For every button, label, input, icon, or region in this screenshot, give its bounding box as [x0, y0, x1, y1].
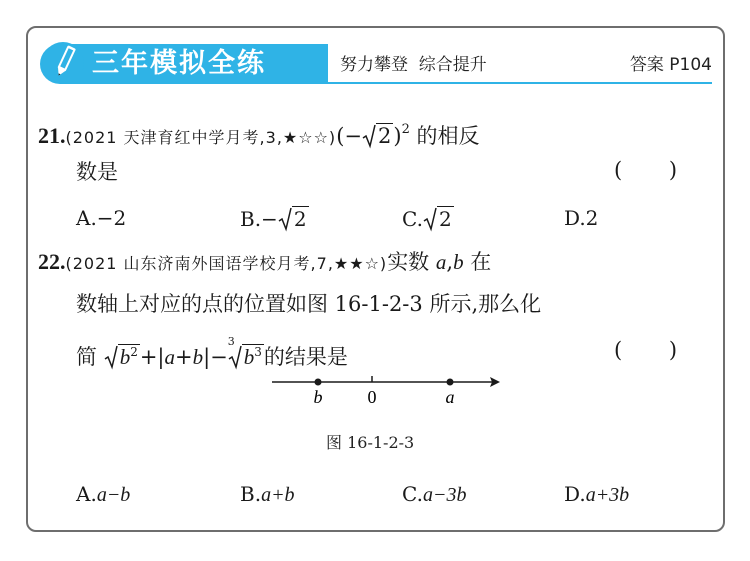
answer-reference: 答案 P104	[629, 55, 712, 75]
q22-option-c[interactable]	[402, 482, 466, 507]
pencil-badge	[42, 42, 84, 84]
label-a: a	[445, 387, 455, 407]
q22-expr-abs-close: |−	[203, 345, 228, 369]
radical-sign	[278, 206, 292, 232]
q21-paren-close: )	[393, 124, 402, 148]
q21-stem-end: 的相反	[409, 124, 480, 148]
q22-root-index: 3	[227, 335, 235, 348]
q22-expr-b2: b	[192, 345, 204, 369]
radical-sign	[423, 206, 437, 232]
q22-expr-cube: 3	[254, 345, 262, 359]
q21-option-d[interactable]: D.2	[564, 206, 599, 230]
q22-option-a-label: A.	[76, 482, 97, 506]
q22-number: 22.	[38, 249, 66, 274]
q22-expr-a: a	[164, 345, 175, 369]
q22-var-b: b	[453, 250, 464, 274]
q21-source: (2021 天津育红中学月考,3,★☆☆)	[65, 128, 337, 147]
q21-option-c-radicand: 2	[438, 207, 452, 231]
q22-sqrt-b2	[104, 338, 140, 371]
section-header	[40, 44, 712, 84]
q22-option-a-expr: a−b	[96, 484, 131, 506]
q21-option-c-label: C.	[402, 207, 423, 231]
page-title: 三年模拟全练	[92, 48, 266, 79]
point-b	[315, 379, 322, 386]
q22-option-c-expr: a−3b	[422, 484, 467, 506]
q22-var-a: a	[435, 250, 447, 274]
q22-option-a[interactable]	[76, 482, 130, 507]
q22-line2: 数轴上对应的点的位置如图 16-1-2-3 所示,那么化	[76, 292, 542, 316]
q22-source: (2021 山东济南外国语学校月考,7,★★☆)	[65, 254, 388, 273]
q22-comma: ,	[446, 250, 454, 274]
exercise-card	[26, 26, 725, 532]
q22-option-c-label: C.	[402, 482, 423, 506]
q22-option-b[interactable]	[240, 482, 295, 507]
q22-stem-end: 在	[463, 250, 492, 274]
q21-line2: 数是	[76, 160, 118, 184]
q21-answer-blank[interactable]: ( )	[614, 158, 678, 182]
q22-expr-plus-abs: +|	[139, 345, 165, 369]
q21-option-b[interactable]	[240, 206, 309, 232]
q22-line3-end: 的结果是	[263, 345, 348, 369]
q22-cbrt-b3	[227, 335, 264, 371]
q22-option-d-expr: a+3b	[585, 484, 630, 506]
q21-number: 21.	[38, 123, 66, 148]
q21-sqrt	[362, 122, 393, 150]
pencil-icon	[50, 44, 80, 80]
q21-option-b-label: B.−	[240, 207, 278, 231]
section-subtitle: 努力攀登 综合提升	[340, 55, 487, 75]
label-origin: 0	[367, 387, 377, 407]
q22-option-d[interactable]	[564, 482, 629, 507]
radical-sign	[362, 123, 376, 149]
q22-expr-square: 2	[130, 345, 138, 359]
q22-stem-text: 实数	[387, 250, 436, 274]
q22-option-b-label: B.	[240, 482, 262, 506]
q21-option-b-radicand: 2	[293, 207, 307, 231]
q21-line1	[38, 116, 480, 152]
q22-line3-start: 简	[76, 345, 104, 369]
point-a	[447, 379, 454, 386]
q22-line1	[38, 248, 491, 278]
q21-option-c-sqrt	[423, 206, 454, 232]
figure-caption: 图 16-1-2-3	[326, 433, 415, 452]
q22-option-b-expr: a+b	[261, 484, 295, 506]
q22-option-d-label: D.	[564, 482, 586, 506]
q21-paren-open: (−	[336, 124, 362, 148]
q22-answer-blank[interactable]: ( )	[614, 338, 678, 362]
number-line-figure	[268, 370, 508, 410]
q22-expr-plus: +	[175, 345, 193, 369]
label-b: b	[313, 387, 323, 407]
q22-line3	[76, 335, 348, 371]
q21-radicand: 2	[377, 124, 392, 148]
q21-option-a[interactable]: A.−2	[76, 206, 127, 230]
q21-exponent: 2	[401, 122, 410, 137]
q21-option-c[interactable]	[402, 206, 454, 232]
q21-option-b-sqrt	[278, 206, 309, 232]
header-underline	[60, 82, 712, 84]
q22-expr-b3: b	[243, 345, 255, 369]
radical-sign	[104, 344, 118, 370]
q22-expr-b: b	[119, 345, 131, 369]
